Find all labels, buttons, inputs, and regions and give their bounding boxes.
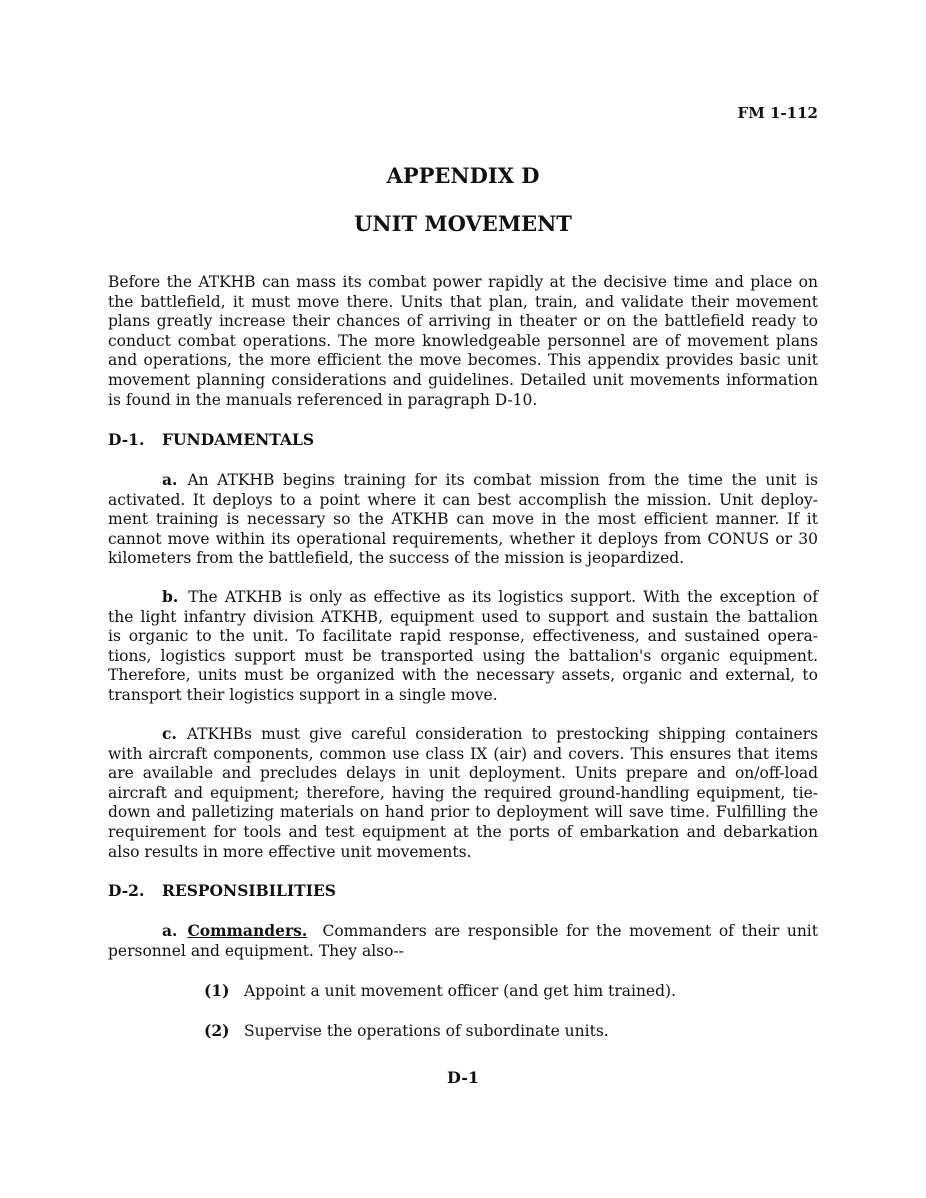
list-item-text: Appoint a unit movement officer (and get him trained). (244, 982, 676, 1000)
text-line: also results in more effective unit movements. (108, 842, 472, 861)
page-number: D-1 (447, 1068, 479, 1087)
text-line: b. The ATKHB is only as effective as its logistics support. With the exception of (162, 587, 818, 606)
text-line: plans greatly increase their chances of arriving in theater or on the battlefield ready to (108, 312, 818, 331)
intro-paragraph (108, 273, 818, 410)
text-line: kilometers from the battlefield, the success of the mission is jeopardized. (108, 549, 685, 568)
section-title: RESPONSIBILITIES (162, 881, 336, 900)
section-title: FUNDAMENTALS (162, 430, 315, 449)
paragraph-d2-a (108, 921, 818, 961)
text-line: is found in the manuals referenced in paragraph D-10. (108, 390, 538, 409)
text-line: Therefore, units must be organized with the necessary assets, organic and external, to (108, 666, 818, 685)
paragraph-label: b. (162, 587, 179, 606)
text-line: movement planning considerations and guidelines. Detailed unit movements information (108, 370, 818, 389)
text-line: with aircraft components, common use class IX (air) and covers. This ensures that items (108, 744, 818, 763)
text-line: is organic to the unit. To facilitate rapid response, effectiveness, and sustained opera- (108, 627, 818, 646)
section-number: D-2. (108, 881, 145, 900)
subheading-commanders: Commanders. (187, 921, 308, 940)
list-item (204, 981, 676, 1000)
text-line: a. Commanders. Commanders are responsible for the movement of their unit (162, 921, 818, 940)
paragraph-label: a. (162, 921, 178, 940)
section-heading-d1 (108, 430, 314, 449)
paragraph-label: a. (162, 470, 178, 489)
list-item-text: Supervise the operations of subordinate units. (244, 1022, 609, 1040)
text-line: tions, logistics support must be transported using the battalion's organic equipment. (108, 646, 818, 665)
list-item (204, 1021, 609, 1040)
text-line: aircraft and equipment; therefore, having the required ground-handling equipment, tie- (108, 783, 818, 802)
text-line: activated. It deploys to a point where it can best accomplish the mission. Unit deploy- (108, 490, 818, 509)
document-id: FM 1-112 (737, 104, 818, 122)
text-line: ment training is necessary so the ATKHB can move in the most efficient manner. If it (108, 510, 818, 529)
paragraph-d1-a (108, 470, 818, 569)
paragraph-d1-c (108, 724, 818, 862)
text-line: conduct combat operations. The more knowledgeable personnel are of movement plans (108, 331, 818, 350)
text-line: Before the ATKHB can mass its combat power rapidly at the decisive time and place on (108, 273, 818, 291)
appendix-subject: UNIT MOVEMENT (354, 211, 572, 236)
section-number: D-1. (108, 430, 145, 449)
text-line: down and palletizing materials on hand prior to deployment will save time. Fulfilling the (108, 803, 818, 822)
text-line: cannot move within its operational requirements, whether it deploys from CONUS or 30 (108, 529, 818, 548)
list-item-number: (1) (204, 981, 230, 1000)
list-item-number: (2) (204, 1021, 230, 1040)
text-line: and operations, the more efficient the move becomes. This appendix provides basic unit (108, 351, 818, 370)
text-line: c. ATKHBs must give careful consideration to prestocking shipping containers (162, 724, 818, 743)
section-heading-d2 (108, 881, 336, 900)
text-line: personnel and equipment. They also-- (108, 941, 404, 960)
text-line: a. An ATKHB begins training for its combat mission from the time the unit is (162, 470, 818, 489)
appendix-title: APPENDIX D (386, 163, 540, 188)
text-line: the light infantry division ATKHB, equipment used to support and sustain the battalion (108, 607, 818, 626)
text-line: are available and precludes delays in unit deployment. Units prepare and on/off-load (108, 764, 818, 783)
text-line: requirement for tools and test equipment at the ports of embarkation and debarkation (108, 822, 818, 841)
paragraph-label: c. (162, 724, 177, 743)
text-line: the battlefield, it must move there. Units that plan, train, and validate their movement (108, 292, 818, 311)
paragraph-d1-b (108, 587, 818, 706)
text-line: transport their logistics support in a single move. (108, 685, 498, 704)
